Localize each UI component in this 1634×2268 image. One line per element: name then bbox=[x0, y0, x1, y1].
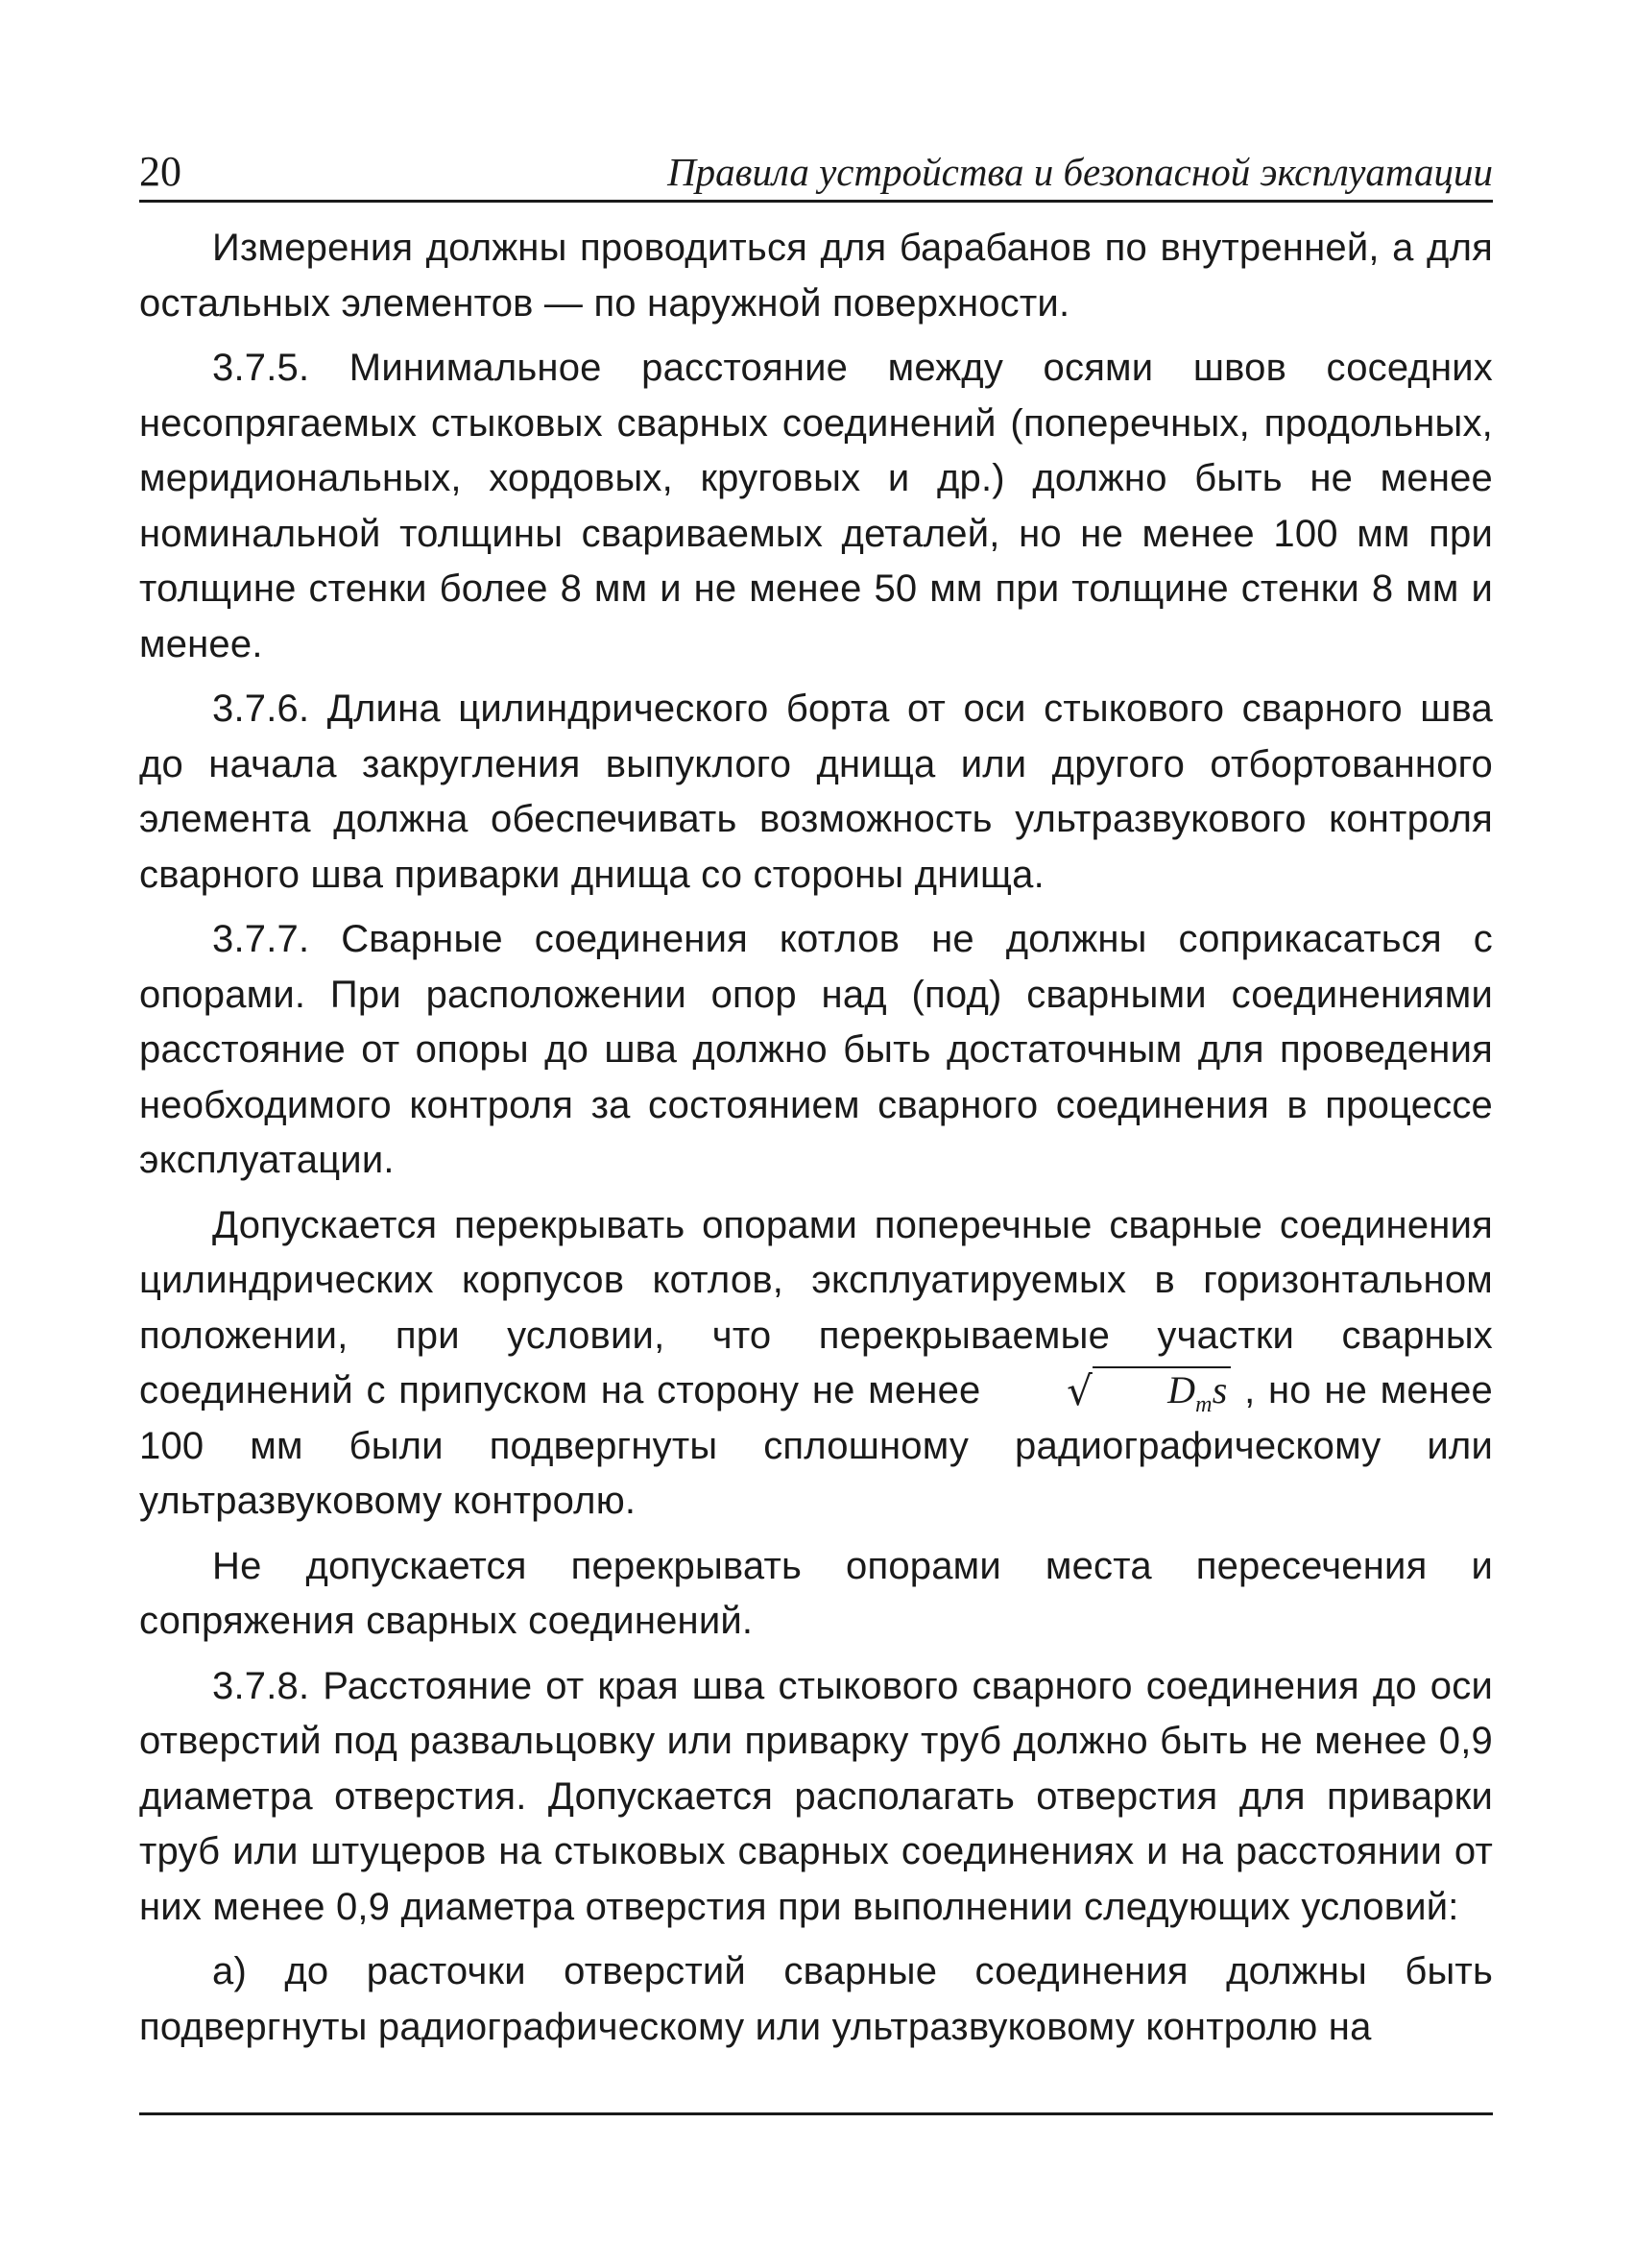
body-text bbox=[139, 221, 1493, 2064]
running-title: Правила устройства и безопасной эксплуатации bbox=[667, 150, 1493, 194]
running-head bbox=[139, 144, 1493, 203]
square-root-sign: √ bbox=[1067, 1367, 1093, 1414]
formula-s: s bbox=[1212, 1368, 1228, 1411]
paragraph-supports-overlap bbox=[139, 1198, 1493, 1530]
paragraph-3-7-7: 3.7.7. Сварные соединения котлов не должны соприкасаться с опорами. При расположении опор над (под) сварными соединениями расстояние от опоры до шва должно быть достаточным для проведения необходимого контроля за состоянием сварного соединения в процессе эксплуатации. bbox=[139, 918, 1493, 1181]
formula-subscript: m bbox=[1195, 1392, 1213, 1417]
paragraph-supports-overlap-text: Допускается перекрывать опорами поперечные сварные соединения цилиндрических корпусов котлов, эксплуатируемых в горизонтальном положении, при условии, что перекрываемые участки сварных соединений с припуском на сторону не менее bbox=[139, 1203, 1493, 1411]
paragraph-3-7-5: 3.7.5. Минимальное расстояние между осями швов соседних несопрягаемых стыковых сварных соединений (поперечных, продольных, меридиональных, хордовых, круговых и др.) должно быть не менее номинальной толщины свариваемых деталей, но не менее 100 мм при толщине стенки более 8 мм и не менее 50 мм при толщине стенки 8 мм и менее. bbox=[139, 347, 1493, 665]
footer-rule bbox=[139, 2112, 1493, 2115]
formula-d: D bbox=[1167, 1368, 1196, 1411]
paragraph-measurements: Измерения должны проводиться для барабанов по внутренней, а для остальных элементов — по наружной поверхности. bbox=[139, 227, 1493, 325]
page-number: 20 bbox=[139, 148, 181, 195]
paragraph-no-overlap: Не допускается перекрывать опорами места пересечения и сопряжения сварных соединений. bbox=[139, 1544, 1493, 1642]
paragraph-3-7-6: 3.7.6. Длина цилиндрического борта от оси стыкового сварного шва до начала закругления выпуклого днища или другого отбортованного элемента должна обеспечивать возможность ультразвукового контроля сварного шва приварки днища со стороны днища. bbox=[139, 688, 1493, 896]
paragraph-3-7-8: 3.7.8. Расстояние от края шва стыкового сварного соединения до оси отверстий под развальцовку или приварку труб должно быть не менее 0,9 диаметра отверстия. Допускается располагать отверстия для приварки труб или штуцеров на стыковых сварных соединениях и на расстоянии от них менее 0,9 диаметра отверстия при выполнении следующих условий: bbox=[139, 1664, 1493, 1928]
paragraph-supports-overlap-continuation: , но не менее 100 мм были подвергнуты сплошному радиографическому или ультразвуковому контролю. bbox=[139, 1369, 1493, 1522]
formula-radicand bbox=[1093, 1366, 1231, 1417]
paragraph-condition-a: а) до расточки отверстий сварные соединения должны быть подвергнуты радиографическому или ультразвуковому контролю на bbox=[139, 1950, 1493, 2048]
